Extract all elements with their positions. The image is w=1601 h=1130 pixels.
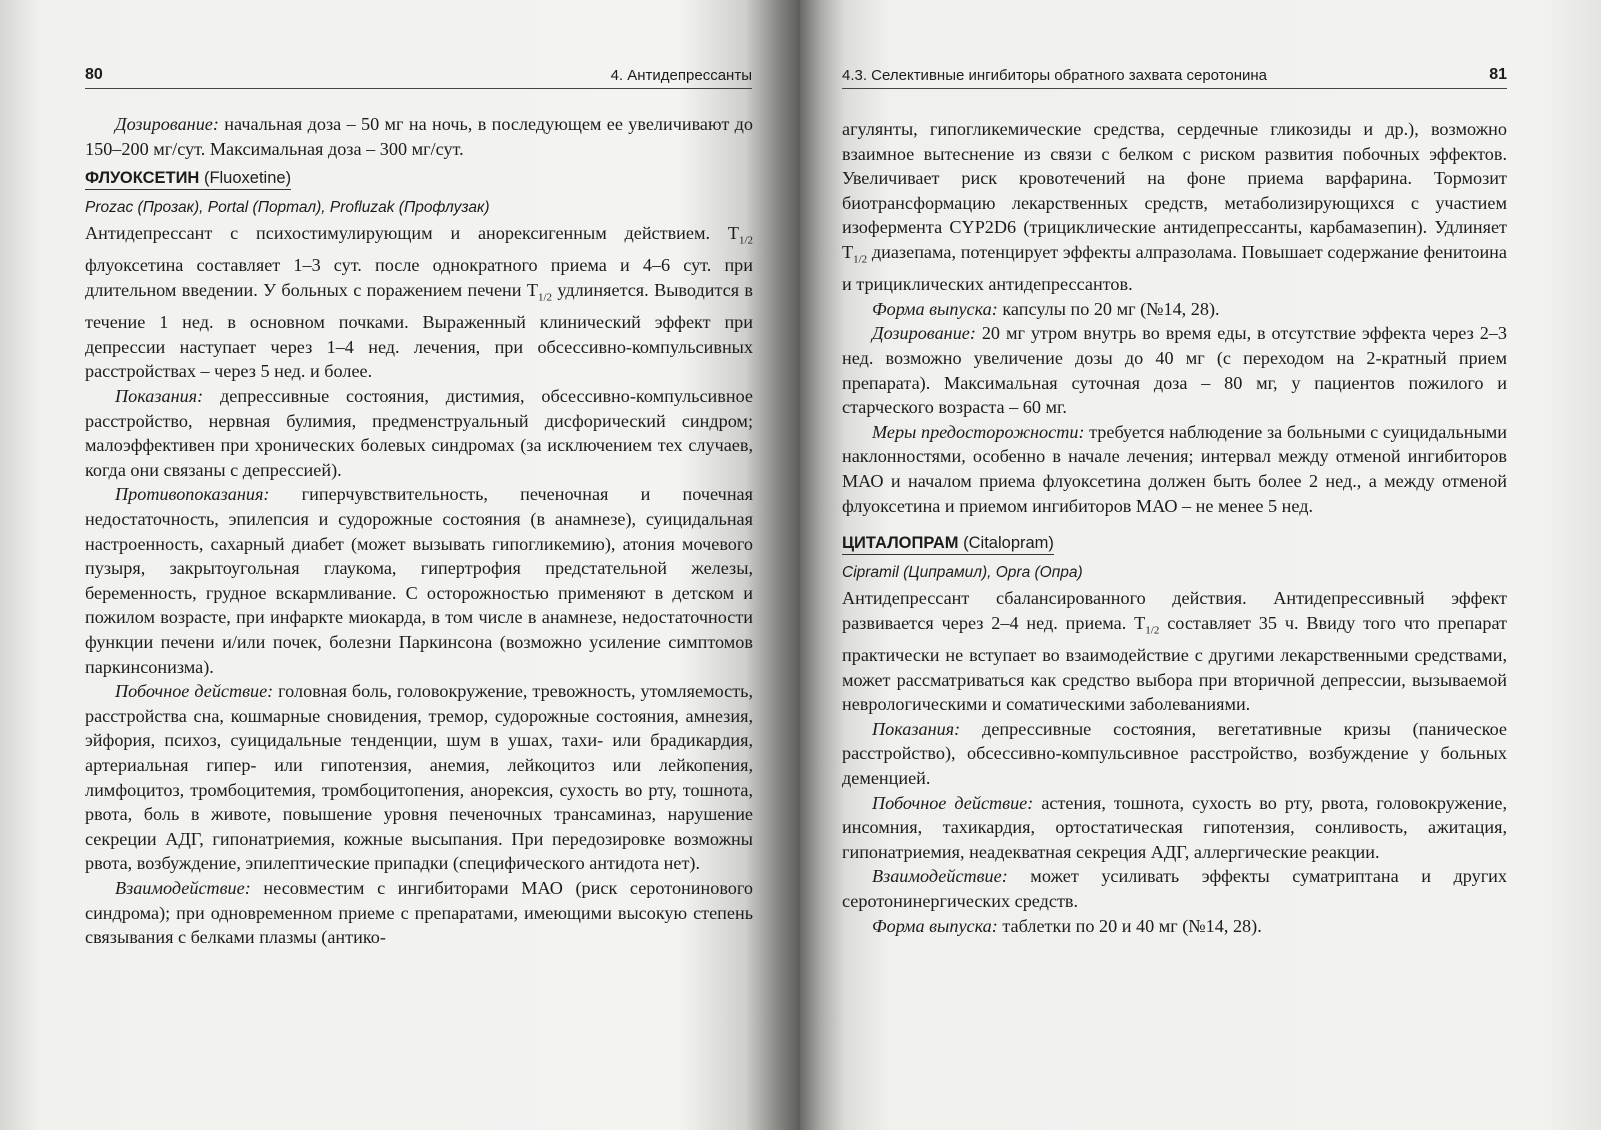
indications-paragraph (85, 384, 753, 482)
half-life-subscript: 1/2 (537, 291, 553, 304)
page-number: 81 (1489, 66, 1507, 83)
interactions-paragraph (842, 864, 1507, 913)
dosage-text: 20 мг утром внутрь во время еды, в отсутствие эффекта через 2–3 нед. возможно увеличение дозы до 40 мг (с переходом на 2-кратный прием препарата). Максимальная суточная доза – 80 мг, у пациентов пожилого и старческого возраста – 60 мг. (842, 323, 1507, 418)
side-effects-label: Побочное действие: (872, 792, 1034, 813)
side-effects-label: Побочное действие: (115, 681, 274, 702)
half-life-subscript: 1/2 (853, 253, 868, 266)
interactions-label: Взаимодействие: (115, 877, 251, 898)
left-page (0, 0, 800, 1130)
form-paragraph (842, 914, 1507, 939)
dosage-text: начальная доза – 50 мг на ночь, в последующем ее увеличивают до 150–200 мг/сут. Максимальная доза – 300 мг/сут. (85, 114, 753, 159)
cont-text-1: агулянты, гипогликемические средства, сердечные гликозиды и др.), возможно взаимное вытеснение из связи с белком с риском развития побочных эффектов. Увеличивает риск кровотечений на фоне приема варфарина. Тормозит биотрансформацию лекарственных средств, метаболизирующихся с участием изофермента CYP2D6 (трициклические антидепрессанты, карбамазепин). Удлиняет T (842, 119, 1507, 262)
desc-text-2: составляет 35 ч. Ввиду того что препарат практически не вступает во взаимодействие с другими лекарственными средствами, может рассматриваться как средство выбора при вторичной депрессии, вызываемой неврологическими и соматическими заболеваниями. (842, 612, 1508, 715)
form-paragraph (842, 297, 1507, 322)
dosage-label: Дозирование: (115, 114, 219, 134)
precautions-label: Меры предосторожности: (872, 421, 1085, 442)
running-head: 4.3. Селективные ингибиторы обратного захвата серотонина (842, 66, 1268, 84)
brand-names: Cipramil (Ципрамил), Opra (Опра) (842, 564, 1083, 582)
indications-text: депрессивные состояния, дистимия, обсессивно-компульсивное расстройство, нервная булимия, предменструальный дисфорический синдром; малоэффективен при хронических болевых синдромах (за исключением тех случаев, когда они связаны с депрессией). (85, 386, 753, 480)
dosage-label: Дозирование: (872, 323, 976, 344)
desc-text-2: флуоксетина составляет 1–3 сут. после однократного приема и 4–6 сут. при длительном введении. У больных с поражением печени T (85, 255, 753, 301)
dosage-paragraph (842, 321, 1507, 419)
half-life-subscript: 1/2 (738, 234, 753, 247)
side-effects-text: астения, тошнота, сухость во рту, рвота, головокружение, инсомния, тахикардия, ортостатическая гипотензия, сонливость, ажитация, гипонатриемия, неадекватная секреция АДГ, аллергические реакции. (842, 792, 1508, 862)
interactions-text: несовместим с ингибиторами МАО (риск серотонинового синдрома); при одновременном приеме с препаратами, имеющими высокую степень связывания с белками плазмы (антико- (85, 877, 753, 948)
interactions-label: Взаимодействие: (872, 866, 1008, 887)
form-text: таблетки по 20 и 40 мг (№14, 28). (997, 915, 1262, 936)
desc-text-3: удлиняется. Выводится в течение 1 нед. в основном почками. Выраженный клинический эффект при депрессии наступает через 1–4 нед. лечения, при обсессивно-компульсивных расстройствах – через 5 нед. и более. (85, 280, 753, 382)
side-effects-paragraph (85, 679, 753, 876)
running-head: 4. Антидепрессанты (610, 66, 752, 84)
form-label: Форма выпуска: (872, 298, 998, 319)
precautions-text: требуется наблюдение за больными с суицидальными наклонностями, особенно в начале лечения; интервал между отменой ингибиторов МАО и началом приема флуоксетина должен быть более 2 нед., а между отменой флуоксетина и приемом ингибиторов МАО – не менее 5 нед. (842, 421, 1507, 516)
drug-name: ФЛУОКСЕТИН (85, 169, 200, 188)
description-paragraph (85, 221, 753, 384)
half-life-subscript: 1/2 (1145, 624, 1160, 637)
drug-name: ЦИТАЛОПРАМ (842, 534, 959, 553)
drug-heading (85, 167, 291, 190)
left-page-header (85, 62, 752, 89)
interactions-paragraph (85, 876, 753, 950)
form-text: капсулы по 20 мг (№14, 28). (997, 298, 1220, 319)
contraindications-label: Противопоказания: (115, 484, 270, 505)
indications-label: Показания: (872, 718, 961, 739)
interactions-text: может усиливать эффекты суматриптана и других серотонинергических средств. (842, 866, 1507, 911)
indications-label: Показания: (115, 386, 204, 407)
right-page-body (842, 117, 1507, 938)
brand-names: Prozac (Прозак), Portal (Портал), Profluzak (Профлузак) (85, 199, 490, 217)
desc-text-1: Антидепрессант с психостимулирующим и анорексигенным действием. T (85, 223, 739, 244)
contraindications-paragraph (85, 482, 753, 679)
dosage-paragraph (85, 112, 753, 161)
drug-latin: (Fluoxetine) (199, 169, 292, 188)
right-page (800, 0, 1601, 1130)
drug-heading (842, 532, 1054, 555)
form-label: Форма выпуска: (872, 915, 998, 936)
contraindications-text: гиперчувствительность, печеночная и почечная недостаточность, эпилепсия и судорожные состояния (в анамнезе), суицидальная настроенность, сахарный диабет (может вызывать гипогликемию), атония мочевого пузыря, закрытоугольная глаукома, гипертрофия предстательной железы, беременность, грудное вскармливание. С осторожностью применяют в детском и пожилом возрасте, при инфаркте миокарда, в том числе в анамнезе, недостаточности функции печени и/или почек, болезни Паркинсона (возможно усиление симптомов паркинсонизма). (85, 484, 753, 677)
left-page-body (85, 112, 753, 950)
desc-text-1: Антидепрессант сбалансированного действия. Антидепрессивный эффект развивается через 2–4 нед. приема. T (842, 588, 1507, 633)
cont-text-2: диазепама, потенцирует эффекты алпразолама. Повышает содержание фенитоина и трициклических антидепрессантов. (842, 241, 1507, 295)
side-effects-paragraph (842, 791, 1507, 865)
description-paragraph (842, 586, 1507, 717)
indications-paragraph (842, 717, 1507, 791)
page-number: 80 (85, 66, 103, 83)
drug-latin: (Citalopram) (958, 534, 1054, 553)
indications-text: депрессивные состояния, вегетативные кризы (паническое расстройство), обсессивно-компульсивное расстройство, возбуждение у больных деменцией. (842, 718, 1507, 788)
precautions-paragraph (842, 420, 1507, 518)
side-effects-text: головная боль, головокружение, тревожность, утомляемость, расстройства сна, кошмарные сновидения, тремор, судорожные состояния, амнезия, эйфория, психоз, суицидальные тенденции, шум в ушах, тахи- или брадикардия, артериальная гипер- или гипотензия, анемия, лейкоцитоз или лейкопения, лимфоцитоз, тромбоцитемия, тромбоцитопения, анорексия, сухость во рту, тошнота, рвота, боль в животе, повышение уровня печеночных трансаминаз, нарушение секреции АДГ, гипонатриемия, кожные высыпания. При передозировке возможны рвота, возбуждение, эпилептические припадки (специфического антидота нет). (85, 681, 753, 874)
right-page-header (842, 62, 1507, 89)
continuation-paragraph (842, 117, 1507, 297)
